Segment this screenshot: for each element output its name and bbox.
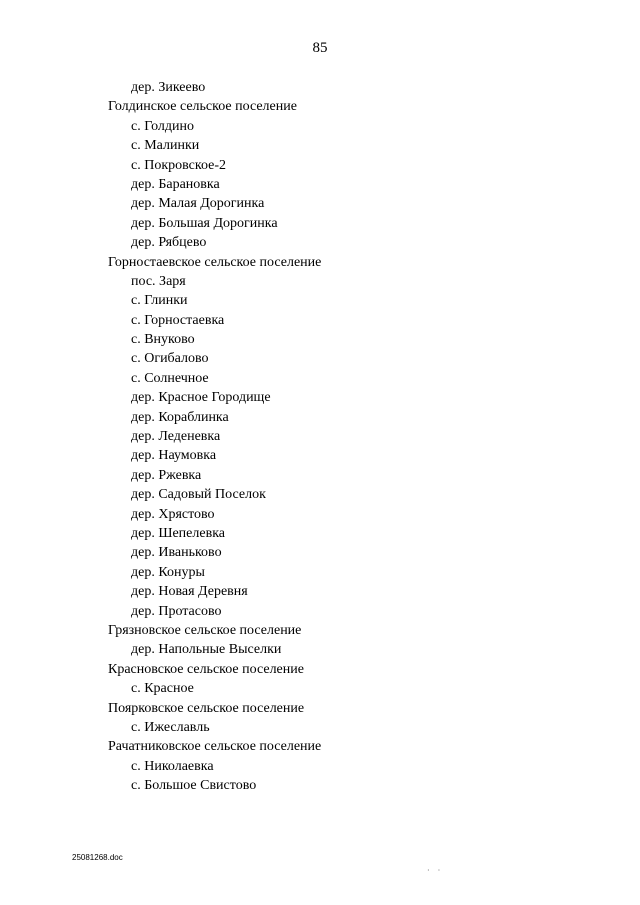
- settlement-heading: Горностаевское сельское поселение: [108, 254, 322, 270]
- village-item: с. Внуково: [131, 332, 195, 348]
- village-item: дер. Иваньково: [131, 545, 222, 561]
- village-item: с. Николаевка: [131, 758, 214, 774]
- footer-filename: 25081268.doc: [72, 853, 123, 862]
- settlement-list: [0, 78, 640, 795]
- village-item: с. Ижеславль: [131, 719, 210, 735]
- village-item: дер. Напольные Выселки: [131, 642, 282, 658]
- village-item: дер. Красное Городище: [131, 390, 271, 406]
- village-item: пос. Заря: [131, 273, 186, 289]
- village-item: дер. Садовый Поселок: [131, 487, 266, 503]
- settlement-heading: Голдинское сельское поселение: [108, 99, 297, 115]
- village-item: дер. Леденевка: [131, 429, 221, 445]
- settlement-heading: Грязновское сельское поселение: [108, 622, 302, 638]
- village-item: с. Глинки: [131, 293, 188, 309]
- settlement-heading: Рачатниковское сельское поселение: [108, 739, 322, 755]
- village-item: с. Горностаевка: [131, 312, 225, 328]
- village-item: дер. Барановка: [131, 176, 220, 192]
- village-item: с. Малинки: [131, 138, 200, 154]
- settlement-heading: Красновское сельское поселение: [108, 661, 304, 677]
- village-item: с. Голдино: [131, 118, 194, 134]
- village-item: дер. Наумовка: [131, 448, 217, 464]
- village-item: дер. Хрястово: [131, 506, 215, 522]
- village-item: с. Покровское-2: [131, 157, 227, 173]
- village-item: с. Красное: [131, 681, 194, 697]
- village-item: дер. Кораблинка: [131, 409, 229, 425]
- village-item: дер. Зикеево: [131, 80, 206, 95]
- settlement-heading: Поярковское сельское поселение: [108, 700, 305, 716]
- village-item: с. Солнечное: [131, 370, 209, 386]
- page-number: 85: [312, 40, 328, 56]
- footer-mark: · ·: [427, 866, 444, 875]
- village-item: дер. Малая Дорогинка: [131, 196, 265, 212]
- village-item: с. Большое Свистово: [131, 778, 257, 794]
- village-item: дер. Протасово: [131, 603, 222, 619]
- village-item: дер. Рябцево: [131, 235, 207, 251]
- village-item: дер. Шепелевка: [131, 525, 225, 541]
- village-item: дер. Конуры: [131, 564, 205, 580]
- village-item: дер. Ржевка: [131, 467, 202, 483]
- village-item: с. Огибалово: [131, 351, 209, 367]
- village-item: дер. Новая Деревня: [131, 584, 248, 600]
- village-item: дер. Большая Дорогинка: [131, 215, 278, 231]
